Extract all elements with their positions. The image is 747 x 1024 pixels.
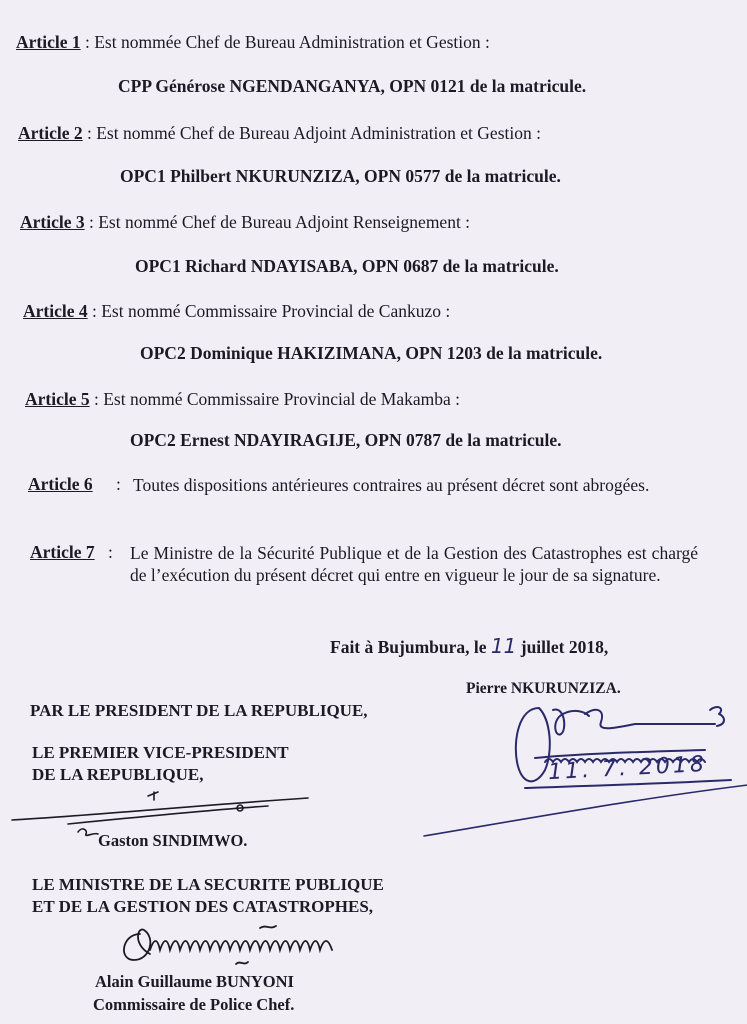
article-label: Article 7 [30,542,95,562]
minister-name: Alain Guillaume BUNYONI [95,972,294,991]
article-text: : Est nommée Chef de Bureau Administration et Gestion : [85,32,490,52]
vice-president-title-line2: DE LA REPUBLIQUE, [32,765,204,784]
president-handwritten-date: 11. 7. 2018 [547,751,708,786]
article-3-heading [20,212,470,233]
article-4-appointee: OPC2 Dominique HAKIZIMANA, OPN 1203 de la matricule. [140,343,603,363]
minister-signature [110,920,350,980]
article-4-heading [23,301,450,322]
article-label: Article 6 [28,474,93,494]
minister-title-line2: ET DE LA GESTION DES CATASTROPHES, [32,897,374,916]
article-6-text: Toutes dispositions antérieures contraires au présent décret sont abrogées. [133,475,650,495]
place-date-line [330,634,608,658]
vice-president-title-line1: LE PREMIER VICE-PRESIDENT [32,743,289,762]
president-delegation-line: PAR LE PRESIDENT DE LA REPUBLIQUE, [30,701,368,720]
article-label: Article 1 [16,32,81,52]
article-6 [28,474,708,524]
article-text: : Est nommé Commissaire Provincial de Makamba : [94,389,460,409]
vice-president-name: Gaston SINDIMWO. [98,831,248,850]
article-label: Article 2 [18,123,83,143]
minister-title-line1: LE MINISTRE DE LA SECURITE PUBLIQUE [32,875,384,894]
article-2-appointee: OPC1 Philbert NKURUNZIZA, OPN 0577 de la matricule. [120,166,561,186]
article-label: Article 4 [23,301,88,321]
article-text: : Est nommé Chef de Bureau Adjoint Administration et Gestion : [87,123,541,143]
article-5-heading [25,389,460,410]
article-7 [30,542,710,614]
article-5-appointee: OPC2 Ernest NDAYIRAGIJE, OPN 0787 de la matricule. [130,430,562,450]
place-date-prefix: Fait à Bujumbura, le [330,637,487,657]
handwritten-day: 11 [490,634,517,658]
article-label: Article 5 [25,389,90,409]
article-label: Article 3 [20,212,85,232]
article-7-text: Le Ministre de la Sécurité Publique et de la Gestion des Catastrophes est chargé de l’exécution du présent décret qui entre en vigueur le jour de sa signature. [130,543,698,585]
article-1-appointee: CPP Générose NGENDANGANYA, OPN 0121 de la matricule. [118,76,587,96]
article-2-heading [18,123,541,144]
article-text: : Est nommé Chef de Bureau Adjoint Renseignement : [89,212,471,232]
place-date-month-year: juillet 2018, [520,637,609,657]
article-colon: : [108,542,113,562]
president-long-stroke [420,780,747,840]
article-3-appointee: OPC1 Richard NDAYISABA, OPN 0687 de la matricule. [135,256,559,276]
article-colon: : [116,474,121,494]
article-text: : Est nommé Commissaire Provincial de Cankuzo : [92,301,451,321]
president-name: Pierre NKURUNZIZA. [466,680,621,697]
minister-rank: Commissaire de Police Chef. [93,995,295,1014]
article-1-heading [16,32,490,53]
